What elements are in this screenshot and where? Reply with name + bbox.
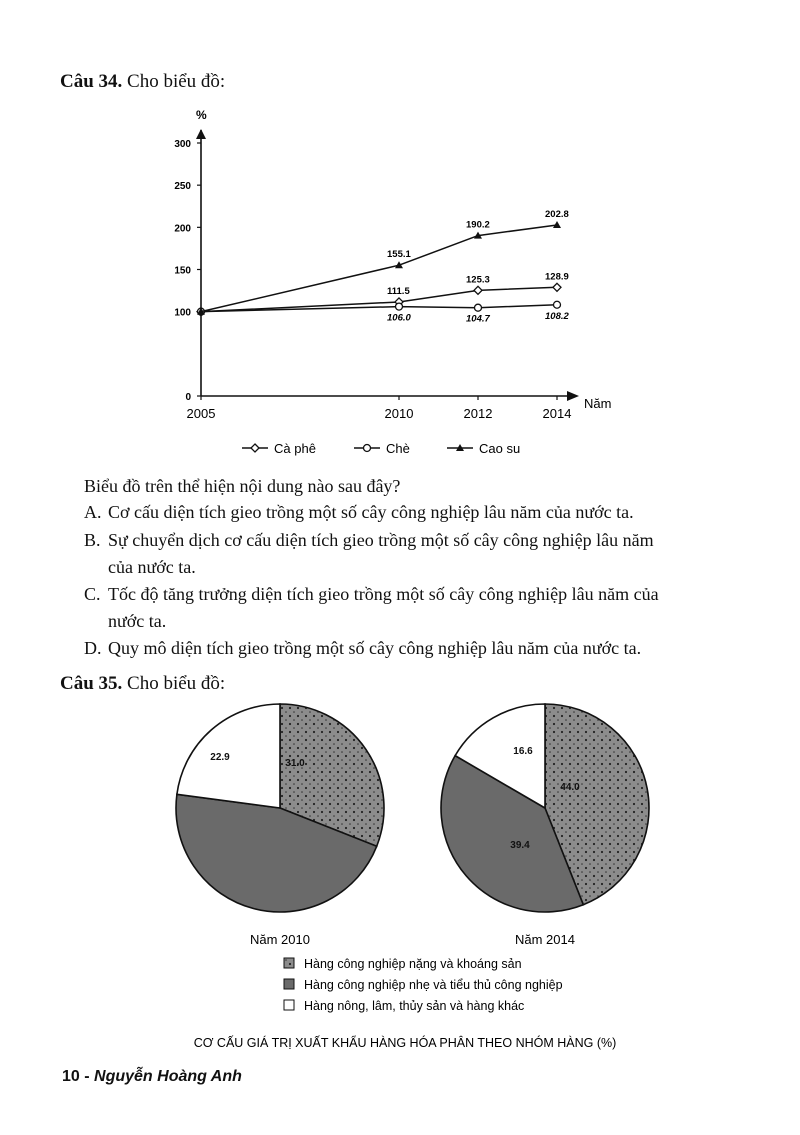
option-b-letter: B.	[84, 530, 101, 550]
data-label: 190.2	[466, 219, 490, 231]
data-label: 128.9	[545, 271, 569, 283]
series-point-1	[475, 304, 482, 311]
data-label: 111.5	[387, 285, 410, 297]
pie-year-label: Năm 2014	[515, 932, 575, 947]
series-point-1	[554, 301, 561, 308]
y-tick-label: 0	[185, 392, 191, 403]
pie-data-label: 22.9	[210, 752, 230, 763]
legend-label: Chè	[386, 441, 410, 456]
page-number: 10 -	[62, 1068, 90, 1085]
y-tick-label: 150	[174, 265, 191, 277]
option-d-letter: D.	[84, 638, 102, 658]
option-a-text: Cơ cấu diện tích gieo trồng một số cây công nghiệp lâu năm của nước ta.	[108, 502, 634, 522]
option-c-text: Tốc độ tăng trưởng diện tích gieo trồng một số cây công nghiệp lâu năm của	[108, 584, 659, 604]
question-35-intro: Cho biểu đồ:	[127, 673, 226, 694]
question-34-prompt: Biểu đồ trên thể hiện nội dung nào sau đây?	[84, 476, 401, 496]
legend-swatch	[284, 958, 294, 968]
option-c-text-cont: nước ta.	[108, 611, 167, 631]
data-label: 104.7	[466, 313, 490, 325]
y-tick-label: 100	[174, 307, 191, 319]
option-c[interactable]	[84, 581, 744, 635]
series-point-0	[553, 283, 561, 291]
legend-label: Cao su	[479, 441, 521, 456]
series-line-2	[201, 225, 557, 312]
y-axis-arrow	[196, 129, 206, 139]
option-a[interactable]	[84, 499, 744, 526]
data-label: 108.2	[545, 310, 569, 322]
option-c-letter: C.	[84, 584, 101, 604]
series-point-2	[553, 221, 561, 228]
pie-year-label: Năm 2010	[250, 932, 310, 947]
legend-marker	[251, 444, 259, 452]
x-tick-label: 2012	[463, 406, 493, 421]
y-axis-label: %	[196, 108, 207, 122]
question-34-label: Câu 34.	[60, 71, 123, 92]
option-b[interactable]	[84, 527, 744, 581]
option-a-letter: A.	[84, 502, 102, 522]
data-label: 106.0	[387, 312, 411, 324]
option-b-text: Sự chuyển dịch cơ cấu diện tích gieo trồng một số cây công nghiệp lâu năm	[108, 530, 654, 550]
series-point-0	[474, 286, 482, 294]
pie-data-label: 44.0	[560, 782, 580, 793]
page-footer	[62, 1068, 242, 1086]
series-line-1	[201, 305, 557, 312]
legend-swatch	[284, 1000, 294, 1010]
option-d-text: Quy mô diện tích gieo trồng một số cây công nghiệp lâu năm của nước ta.	[108, 638, 642, 658]
question-34-heading	[60, 72, 225, 91]
x-axis-arrow	[567, 391, 579, 401]
y-tick-label: 300	[174, 139, 191, 150]
x-tick-label: 2010	[384, 406, 414, 421]
legend-label: Cà phê	[274, 441, 316, 456]
question-34-intro: Cho biểu đồ:	[127, 71, 226, 92]
y-tick-label: 250	[174, 181, 191, 193]
legend-label: Hàng công nghiệp nặng và khoáng sản	[304, 957, 522, 971]
pie-data-label: 16.6	[513, 746, 533, 757]
author-name: Nguyễn Hoàng Anh	[94, 1068, 242, 1085]
data-label: 125.3	[466, 274, 490, 286]
line-chart-area-growth	[160, 100, 640, 470]
data-label: 155.1	[387, 249, 411, 261]
legend-label: Hàng nông, lâm, thủy sản và hàng khác	[304, 999, 525, 1013]
chart-title: CƠ CẤU GIÁ TRỊ XUẤT KHẨU HÀNG HÓA PHÂN THEO NHÓM HÀNG (%)	[193, 1036, 617, 1050]
x-tick-label: 2014	[542, 406, 572, 421]
legend-label: Hàng công nghiệp nhẹ và tiểu thủ công nghiệp	[304, 978, 563, 992]
pie-charts-export-structure	[160, 690, 680, 1060]
legend-marker	[364, 445, 371, 452]
question-35-label: Câu 35.	[60, 673, 123, 694]
option-d[interactable]	[84, 635, 744, 662]
option-b-text-cont: của nước ta.	[108, 557, 196, 577]
y-tick-label: 200	[174, 223, 191, 235]
data-label: 202.8	[545, 208, 569, 220]
x-tick-label: 2005	[186, 406, 216, 421]
x-axis-label: Năm	[584, 396, 612, 411]
pie-data-label: 39.4	[510, 840, 530, 851]
pie-data-label: 31.0	[285, 758, 305, 769]
series-point-1	[396, 303, 403, 310]
legend-swatch	[284, 979, 294, 989]
